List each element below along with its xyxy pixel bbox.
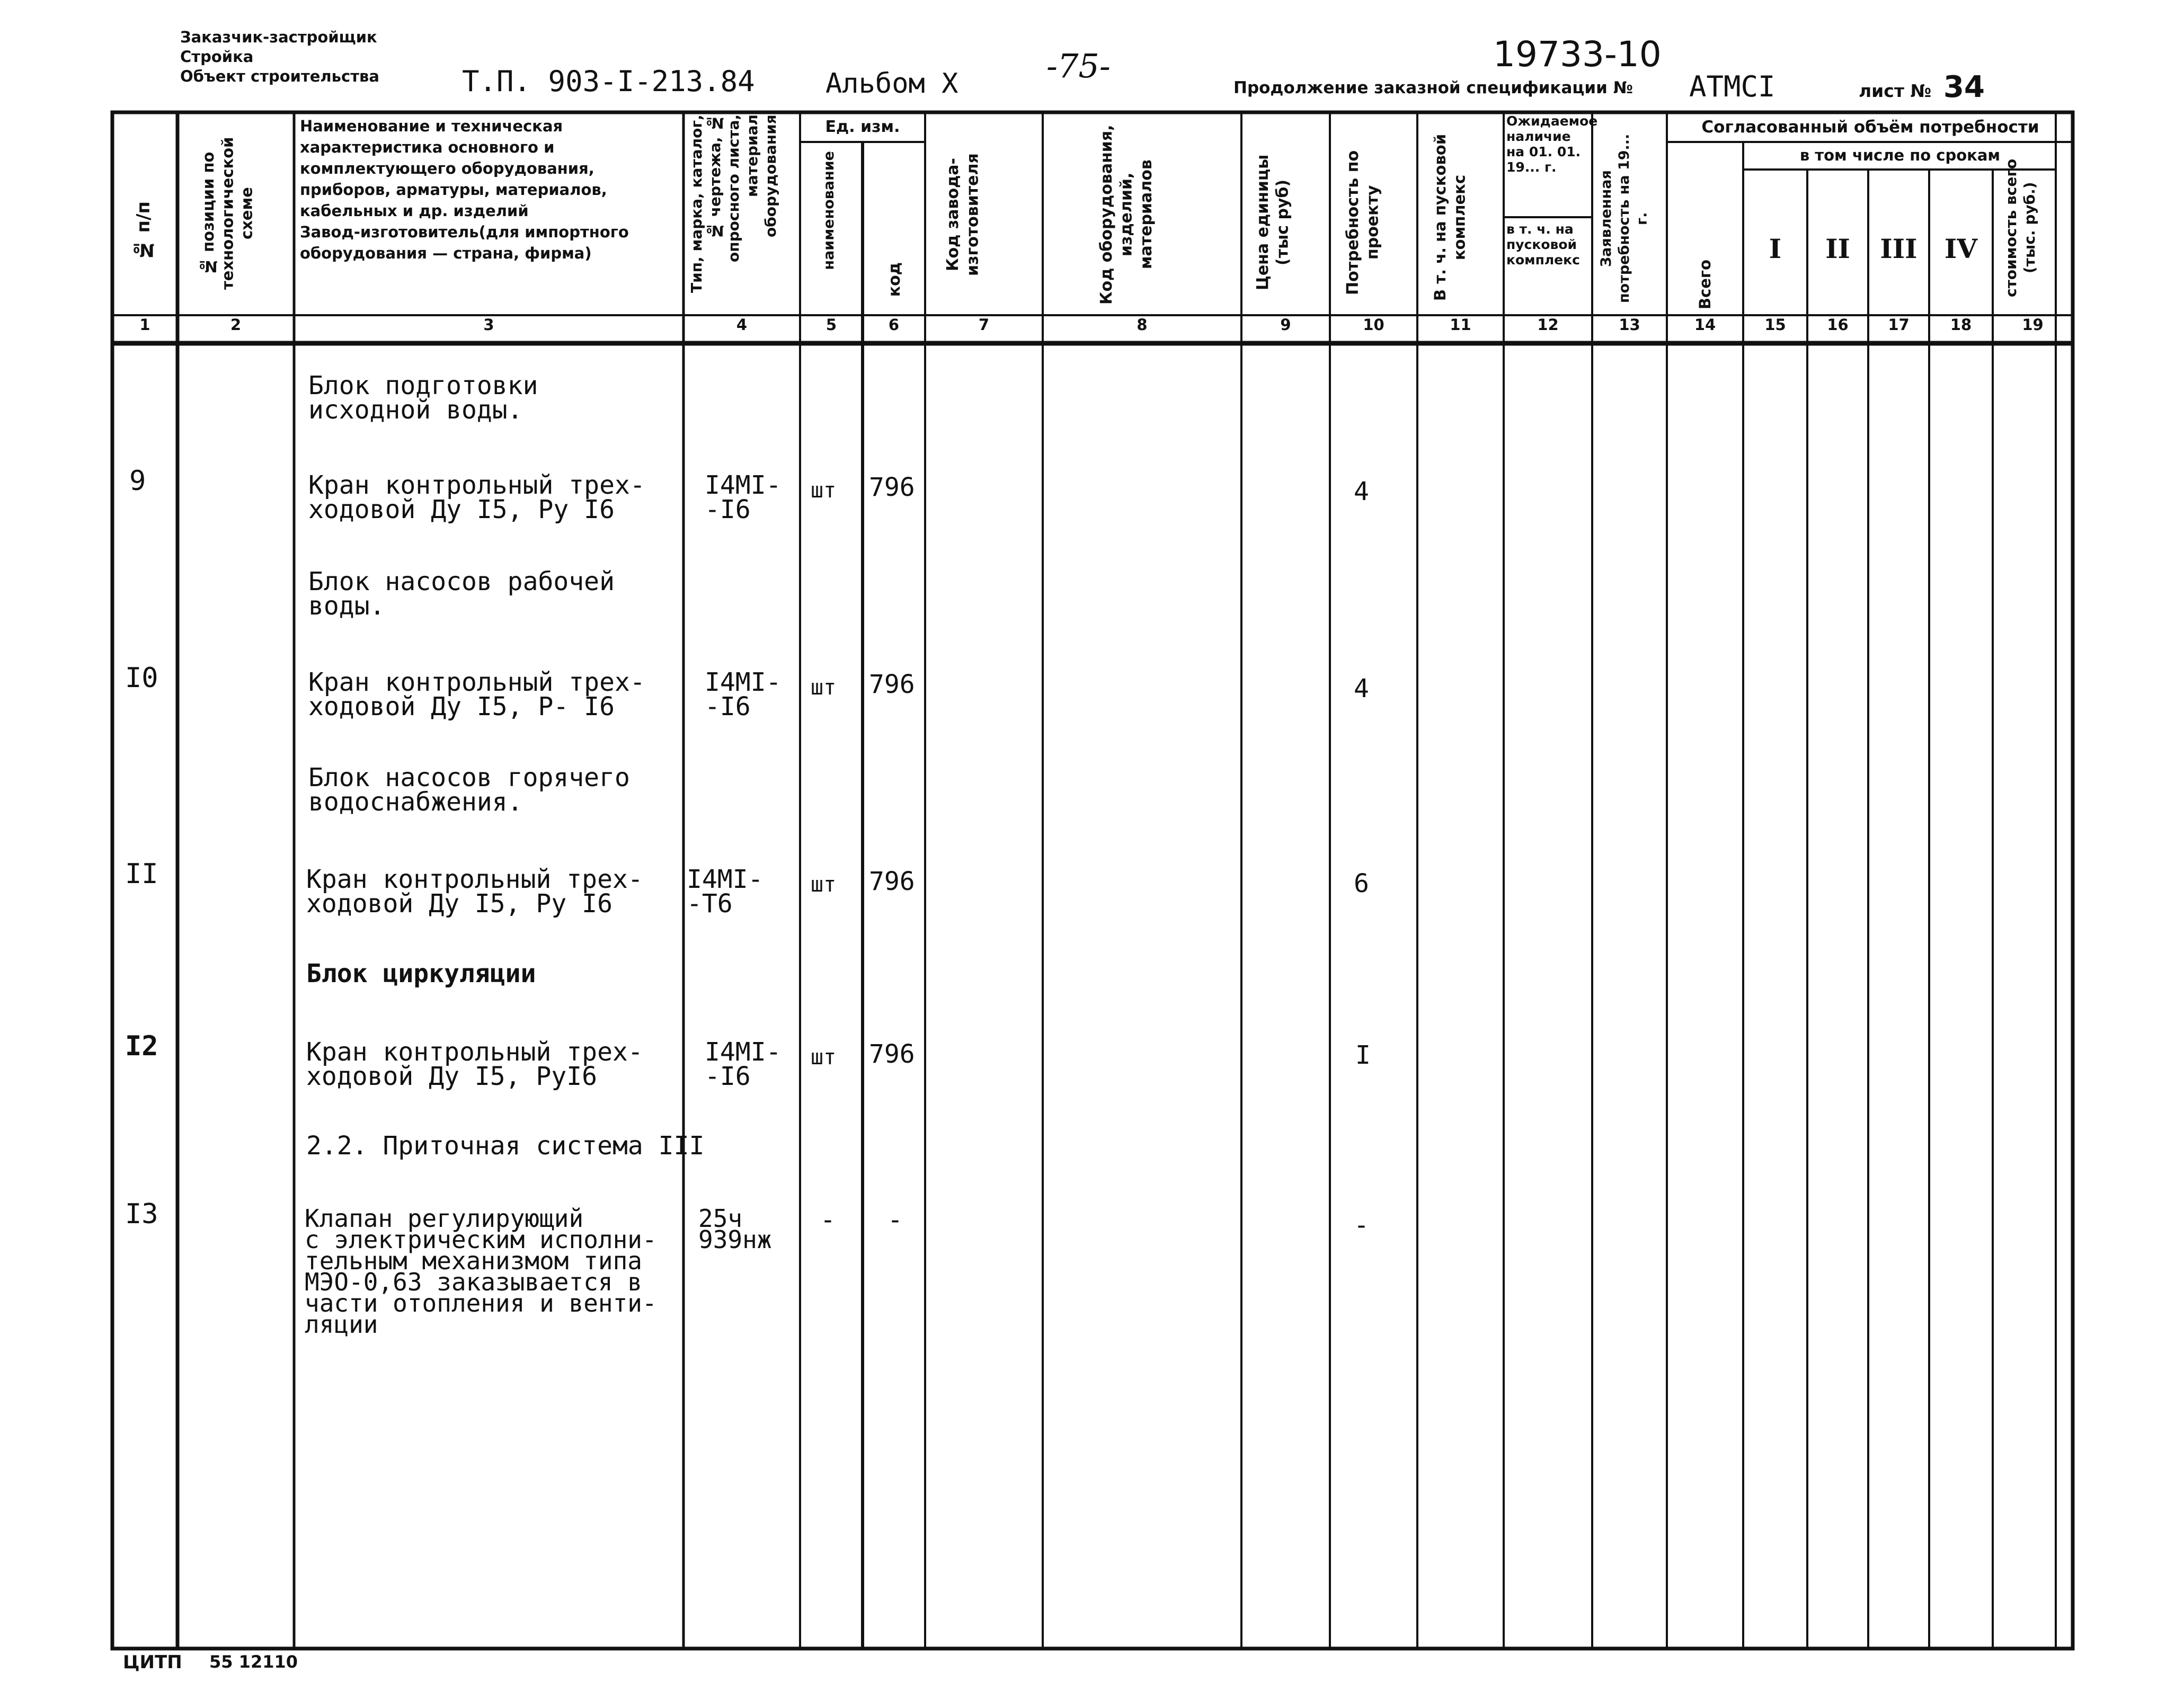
section-heading: Блок насосов рабочей воды. bbox=[308, 567, 615, 621]
col-header-1: № п/п bbox=[133, 201, 154, 261]
col-number: 14 bbox=[1694, 316, 1716, 334]
agreed-group-header: Согласованный объём потребности bbox=[1701, 118, 2039, 137]
tp-number: Т.П. 903-I-213.84 bbox=[462, 65, 755, 98]
spec-code: АТМСI bbox=[1689, 70, 1775, 103]
row-code: 796 bbox=[869, 670, 915, 699]
col-number: 5 bbox=[825, 316, 837, 334]
row-type: I4MI- -I6 bbox=[705, 667, 782, 722]
album-label: Альбом X bbox=[825, 68, 958, 100]
row-type: I4MI- -T6 bbox=[687, 865, 763, 919]
row-name: Кран контрольный трех- ходовой Ду I5, РуI6 bbox=[306, 1037, 643, 1091]
row-unit: шт bbox=[811, 478, 837, 503]
row-type: 25ч 939нж bbox=[698, 1204, 772, 1254]
row-code: 796 bbox=[869, 867, 915, 896]
col-header-12-top: Ожидаемое наличие на 01. 01. 19... г. bbox=[1506, 113, 1598, 175]
row-code: - bbox=[887, 1205, 903, 1235]
col-header-6: код bbox=[885, 262, 904, 297]
col-number: 7 bbox=[978, 316, 990, 334]
col-header-2: № позиции по технологической схеме bbox=[199, 137, 256, 290]
row-qty: - bbox=[1354, 1210, 1369, 1240]
row-qty: 4 bbox=[1354, 477, 1369, 506]
footer-code: 55 12110 bbox=[209, 1652, 298, 1672]
col-header-7: Код завода-изготовителя bbox=[944, 153, 982, 276]
section-heading: Блок насосов горячего водоснабжения. bbox=[308, 763, 630, 817]
row-name: Кран контрольный трех- ходовой Ду I5, Р- I6 bbox=[308, 667, 645, 722]
section-heading: Блок циркуляции bbox=[306, 959, 536, 989]
sheet-number: 34 bbox=[1943, 70, 1985, 104]
col-header-14: Всего bbox=[1696, 260, 1714, 310]
page-mark: -75- bbox=[1046, 47, 1111, 85]
site-line: Стройка bbox=[180, 48, 254, 66]
col-header-11: В т. ч. на пусковой комплекс bbox=[1431, 133, 1469, 301]
col-number: 2 bbox=[230, 316, 242, 334]
col-number: 8 bbox=[1137, 316, 1148, 334]
row-qty: 4 bbox=[1354, 674, 1369, 704]
col-header-15: I bbox=[1769, 233, 1782, 264]
row-unit: шт bbox=[811, 1045, 837, 1070]
col-number: 11 bbox=[1450, 316, 1471, 334]
row-qty: I bbox=[1355, 1040, 1371, 1070]
col-number: 10 bbox=[1363, 316, 1384, 334]
row-number: I3 bbox=[125, 1198, 158, 1230]
col-number: 3 bbox=[483, 316, 494, 334]
col-number: 16 bbox=[1827, 316, 1849, 334]
col-header-18: IV bbox=[1944, 233, 1978, 264]
col-header-4: Тип, марка, каталог, № чертежа, № опросного листа, материал оборудования bbox=[688, 114, 779, 293]
col-number: 12 bbox=[1537, 316, 1559, 334]
section-heading: 2.2. Приточная система III bbox=[306, 1131, 705, 1161]
row-number: 9 bbox=[129, 465, 146, 497]
spec-label: Продолжение заказной спецификации № bbox=[1233, 78, 1633, 97]
col-header-8: Код оборудования, изделий, материалов bbox=[1097, 124, 1156, 305]
col-header-12-bottom: в т. ч. на пусковой комплекс bbox=[1506, 221, 1580, 268]
row-name: Кран контрольный трех- ходовой Ду I5, Ру I6 bbox=[306, 865, 643, 919]
row-unit: шт bbox=[811, 872, 837, 897]
section-heading: Блок подготовки исходной воды. bbox=[308, 371, 538, 425]
row-unit: шт bbox=[811, 675, 837, 700]
object-line: Объект строительства bbox=[180, 67, 379, 85]
row-number: I2 bbox=[125, 1030, 158, 1062]
col-number: 1 bbox=[139, 316, 150, 334]
col-header-5: наименование bbox=[821, 151, 837, 270]
col-header-16: II bbox=[1825, 233, 1850, 264]
col-number: 4 bbox=[736, 316, 748, 334]
unit-group-header: Ед. изм. bbox=[825, 118, 900, 136]
col-number: 17 bbox=[1888, 316, 1910, 334]
col-number: 19 bbox=[2022, 316, 2044, 334]
customer-line: Заказчик-застройщик bbox=[180, 28, 377, 46]
col-number: 18 bbox=[1950, 316, 1972, 334]
row-name: Кран контрольный трех- ходовой Ду I5, Ру I6 bbox=[308, 470, 645, 524]
col-header-17: III bbox=[1880, 233, 1917, 264]
doc-number: 19733-10 bbox=[1493, 34, 1662, 75]
col-header-13: Заявленная потребность на 19... г. bbox=[1598, 133, 1650, 304]
row-number: I0 bbox=[125, 662, 158, 694]
row-name: Клапан регулирующий с электрическим исполни- тельным механизмом типа МЭО-0,63 заказывается в части отопления и венти- ляции bbox=[305, 1204, 657, 1339]
sheet-label: лист № bbox=[1859, 81, 1932, 101]
row-code: 796 bbox=[869, 1039, 915, 1069]
row-unit: - bbox=[820, 1205, 836, 1235]
terms-group-header: в том числе по срокам bbox=[1799, 146, 2001, 164]
footer-org: ЦИТП bbox=[123, 1652, 182, 1673]
row-type: I4MI- -I6 bbox=[705, 470, 782, 524]
col-number: 6 bbox=[888, 316, 900, 334]
row-qty: 6 bbox=[1354, 869, 1369, 898]
col-header-3: Наименование и техническая характеристика основного и комплектующего оборудования, приборов, арматуры, материалов, кабельных и др. изделий Завод-изготовитель(для импортного оборудования — страна, фирма) bbox=[300, 117, 629, 262]
col-number: 13 bbox=[1619, 316, 1640, 334]
row-type: I4MI- -I6 bbox=[705, 1037, 782, 1091]
col-number: 9 bbox=[1280, 316, 1291, 334]
col-header-10: Потребность по проекту bbox=[1344, 150, 1382, 295]
row-code: 796 bbox=[869, 473, 915, 502]
col-header-19: стоимость всего (тыс. руб.) bbox=[2002, 158, 2038, 297]
col-header-9: Цена единицы (тыс руб) bbox=[1254, 154, 1292, 291]
row-number: II bbox=[125, 858, 158, 890]
col-number: 15 bbox=[1764, 316, 1786, 334]
